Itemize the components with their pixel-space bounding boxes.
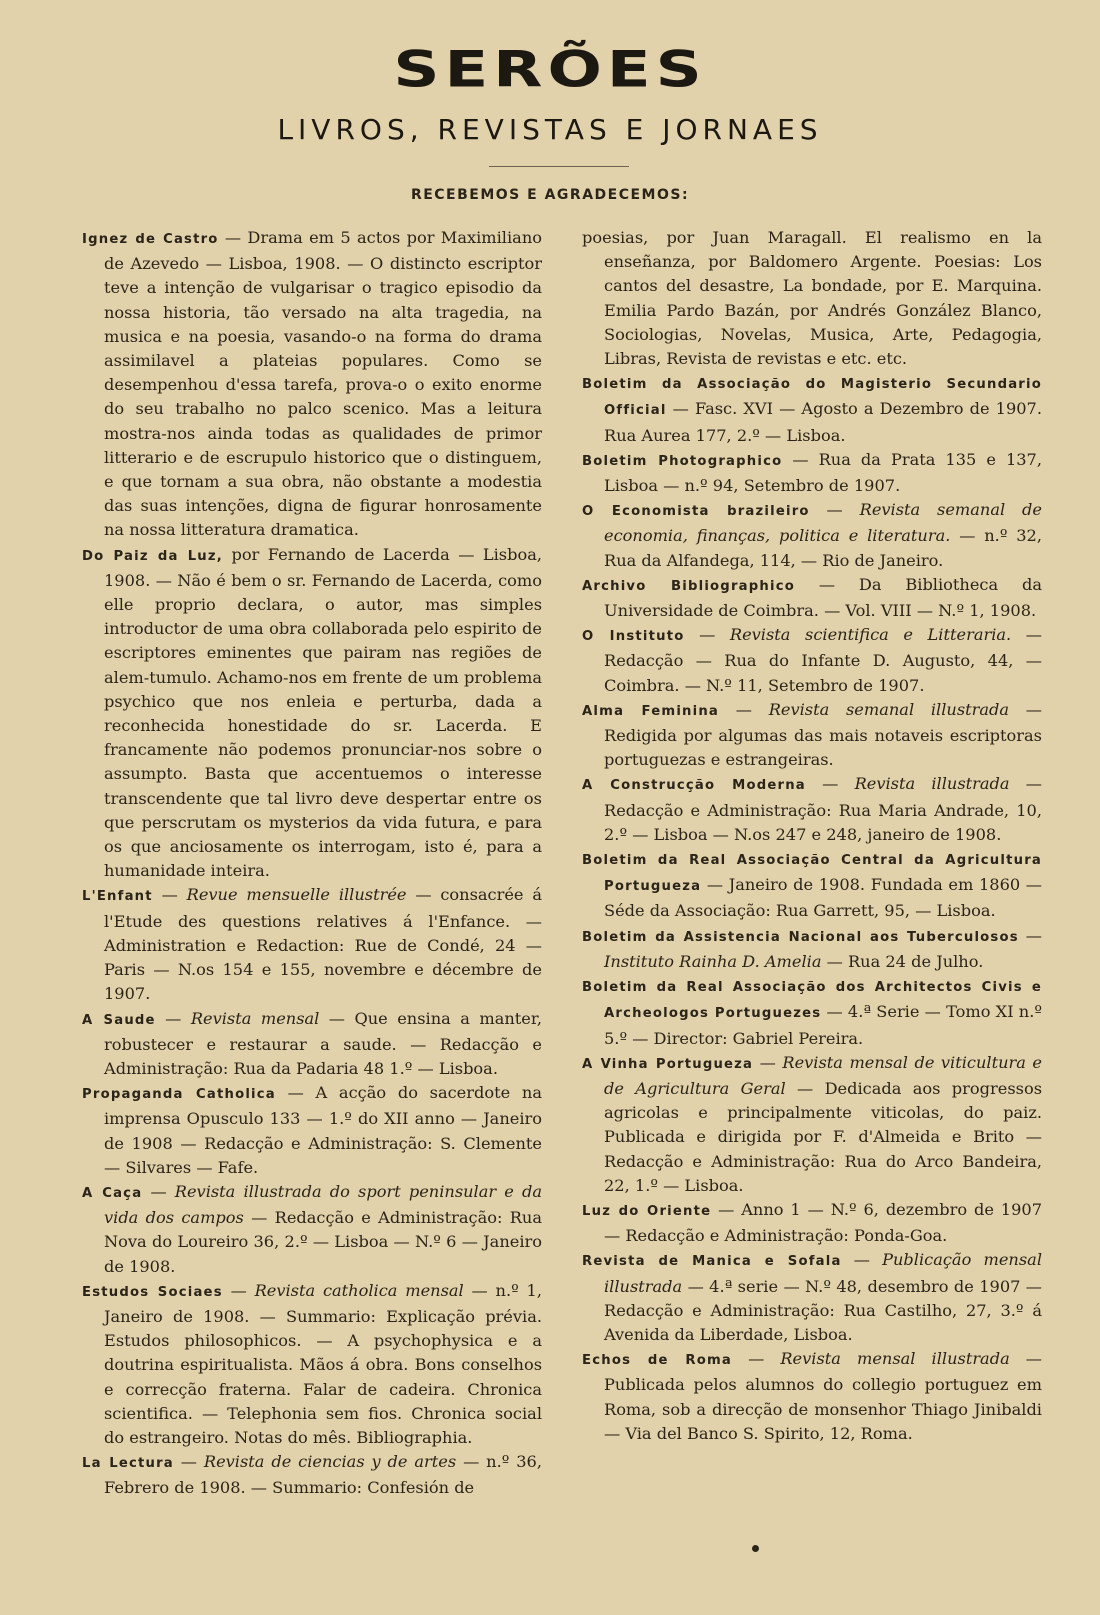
entry-title: Luz do Oriente xyxy=(582,1203,712,1219)
entry-title: O Economista brazileiro xyxy=(582,504,810,520)
entry-details: — Redacção e Administração: Rua Nova do Loureiro 36, 2.º — Lisboa — N.º 6 — Janeiro de 1908. xyxy=(104,1208,542,1276)
entry-description: Revista illustrada do sport peninsular e da vida dos campos xyxy=(104,1181,542,1228)
entry-description: Revista mensal xyxy=(190,1008,320,1028)
review-entry xyxy=(582,698,1042,773)
entry-text: — xyxy=(155,1008,191,1028)
end-ornament-dot xyxy=(752,1545,759,1552)
entry-details: — Redigida por algumas das mais notaveis escriptoras portuguezas e estrangeiras. xyxy=(604,699,1042,770)
entry-title: Estudos Sociaes xyxy=(82,1284,223,1300)
entry-text: — xyxy=(732,1349,781,1369)
entry-details: — Redacção e Administração: Rua Maria Andrade, 10, 2.º — Lisboa — N.os 247 e 248, janeiro de 1908. xyxy=(604,774,1042,844)
review-entry xyxy=(582,1198,1042,1248)
entry-text: — xyxy=(719,699,769,719)
entry-title: A Caça xyxy=(82,1185,143,1201)
entry-description: Revista semanal illustrada xyxy=(768,699,1010,719)
entry-details: — Rua 24 de Julho. xyxy=(821,951,984,971)
entry-title: O Instituto xyxy=(582,629,685,645)
review-entry xyxy=(582,772,1042,847)
entry-text: — xyxy=(152,885,187,905)
entry-title: Boletim da Real Associação Central da Agricultura Portugueza xyxy=(582,853,1042,895)
review-entry xyxy=(582,1051,1042,1198)
entry-description: Revista mensal de viticultura e de Agricultura Geral xyxy=(604,1052,1042,1098)
review-entry-continued xyxy=(582,226,1042,371)
entry-title: Propaganda Catholica xyxy=(82,1087,276,1103)
entry-details: — Que ensina a manter, robustecer e restaurar a saude. — Redacção e Administração: Rua da Padaria 48 1.º — Lisboa. xyxy=(104,1008,542,1078)
review-entry xyxy=(82,1279,542,1450)
entry-title: A Construcção Moderna xyxy=(582,778,806,794)
entry-details: — Redacção — Rua do Infante D. Augusto, 44, — Coimbra. — N.º 11, Setembro de 1907. xyxy=(604,625,1042,695)
entry-title: Boletim da Assistencia Nacional aos Tuberculosos xyxy=(582,929,1019,945)
entry-text: — xyxy=(753,1052,783,1072)
entry-description: Revue mensuelle illustrée xyxy=(186,885,407,905)
entry-text: — xyxy=(684,625,730,645)
entry-details: — 4.ª serie — N.º 48, desembro de 1907 — Redacção e Administração: Rua Castilho, 27, 3.º á Avenida da Liberdade, Lisboa. xyxy=(604,1276,1042,1344)
masthead-title: SERÕES xyxy=(393,41,707,99)
section-heading: RECEBEMOS E AGRADECEMOS: xyxy=(410,187,690,203)
review-entry xyxy=(82,1081,542,1180)
entry-description: Revista catholica mensal xyxy=(254,1280,464,1300)
entry-title: Boletim da Associação do Magisterio Secundario Official xyxy=(582,377,1042,419)
entry-text: — Rua da Prata 135 e 137, Lisboa — n.º 94, Setembro de 1907. xyxy=(604,449,1042,496)
entry-description: Revista scientifica e Litteraria. xyxy=(729,625,1012,645)
review-entry xyxy=(582,498,1042,573)
entry-description: Revista semanal de economia, finanças, politica e literatura. xyxy=(604,500,1042,546)
review-entry xyxy=(82,1180,542,1279)
left-column xyxy=(82,226,542,1501)
entry-text: — xyxy=(222,1280,255,1300)
entry-text: — A acção do sacerdote na imprensa Opusculo 133 — 1.º do XII anno — Janeiro de 1908 — Redacção e Administração: S. Clemente — Silvares — Fafe. xyxy=(104,1083,542,1177)
entry-description: Publicação mensal illustrada xyxy=(604,1250,1042,1296)
review-entry xyxy=(582,1248,1042,1347)
review-entry xyxy=(82,883,542,1006)
masthead-subtitle: LIVROS, REVISTAS E JORNAES xyxy=(277,113,823,146)
entry-text: — xyxy=(1018,925,1042,945)
entry-text: — xyxy=(142,1181,175,1201)
entry-description: Instituto Rainha D. Amelia xyxy=(604,951,822,971)
entry-details: — n.º 1, Janeiro de 1908. — Summario: Explicação prévia. Estudos philosophicos. — A psychophysica e a doutrina espiritualista. Mãos á obra. Bons conselhos e correcção fraterna. Falar de cadeira. Chronica scientifica. — Telephonia sem fios. Chronica social do estrangeiro. Notas do mês. Bibliographia. xyxy=(104,1280,542,1447)
entry-title: A Saude xyxy=(82,1012,156,1028)
entry-details: — consacrée á l'Etude des questions relatives á l'Enfance. — Administration e Redaction: Rue de Condé, 24 — Paris — N.os 154 e 155, novembre e décembre de 1907. xyxy=(104,885,542,1004)
entry-title: Ignez de Castro xyxy=(82,232,219,247)
review-entry xyxy=(582,847,1042,924)
entry-title: L'Enfant xyxy=(82,889,153,905)
entry-text: — Fasc. XVI — Agosto a Dezembro de 1907. Rua Aurea 177, 2.º — Lisboa. xyxy=(604,399,1042,445)
review-entry xyxy=(82,226,542,543)
review-entry xyxy=(582,924,1042,974)
review-entry xyxy=(82,1450,542,1500)
review-entry xyxy=(582,1347,1042,1446)
entry-title: Revista de Manica e Sofala xyxy=(582,1254,842,1270)
entry-details: — n.º 36, Febrero de 1908. — Summario: Confesión de xyxy=(104,1452,542,1498)
right-column xyxy=(582,226,1042,1446)
entry-text: — 4.ª Serie — Tomo XI n.º 5.º — Director: Gabriel Pereira. xyxy=(604,1002,1042,1048)
entry-text: — Anno 1 — N.º 6, dezembro de 1907 — Redacção e Administração: Ponda-Goa. xyxy=(604,1199,1042,1246)
entry-text: — Da Bibliotheca da Universidade de Coimbra. — Vol. VIII — N.º 1, 1908. xyxy=(604,574,1042,621)
review-entry xyxy=(582,448,1042,498)
title-divider xyxy=(489,166,629,167)
entry-text: — Janeiro de 1908. Fundada em 1860 — Séde da Associação: Rua Garrett, 95, — Lisboa. xyxy=(604,875,1042,921)
entry-text: — xyxy=(809,500,860,520)
entry-text: — xyxy=(841,1250,883,1270)
review-entry xyxy=(582,573,1042,623)
review-entry xyxy=(82,543,542,884)
entry-title: Alma Feminina xyxy=(582,703,720,719)
review-entry xyxy=(582,623,1042,698)
entry-details: — Dedicada aos progressos agricolas e principalmente viticolas, do paiz. Publicada e dirigida por F. d'Almeida e Brito — Redacção e Administração: Rua do Arco Bandeira, 22, 1.º — Lisboa. xyxy=(604,1078,1043,1195)
entry-text: — xyxy=(805,774,855,794)
entry-details: — Publicada pelos alumnos do collegio portuguez em Roma, sob a direcção de monsenhor Thiago Jinibaldi — Via del Banco S. Spirito, 12, Roma. xyxy=(604,1349,1042,1443)
review-entry xyxy=(582,974,1042,1051)
entry-title: Archivo Bibliographico xyxy=(582,578,795,594)
entry-details: — n.º 32, Rua da Alfandega, 114, — Rio de Janeiro. xyxy=(604,526,1042,570)
entry-title: A Vinha Portugueza xyxy=(582,1056,754,1072)
entry-text: — Drama em 5 actos por Maximiliano de Azevedo — Lisboa, 1908. — O distincto escriptor teve a intenção de vulgarisar o tragico episodio da nossa historia, tão versado na alta tragedia, na musica e na poesia, vasando-o na forma do drama assimilavel a plateias populares. Como se desempenhou d'essa tarefa, prova-o o exito enorme do seu trabalho no palco scenico. Mas a leitura mostra-nos ainda todas as qualidades de primor litterario e de escrupulo historico que o distinguem, e que tornam a sua obra, não obstante a modestia das suas intenções, digna de figurar honrosamente na nossa litteratura dramatica. xyxy=(104,228,542,540)
entry-title: Boletim da Real Associação dos Architectos Civis e Archeologos Portuguezes xyxy=(582,980,1042,1022)
entry-title: Boletim Photographico xyxy=(582,453,783,469)
entry-description: Revista mensal illustrada xyxy=(780,1349,1010,1369)
entry-title: Do Paiz da Luz, xyxy=(82,548,223,564)
entry-text: poesias, por Juan Maragall. El realismo en la enseñanza, por Baldomero Argente. Poesias: Los cantos del desastre, La bondade, por E. Marquina. Emilia Pardo Bazán, por Andrés González Blanco, Sociologias, Novelas, Musica, Arte, Pedagogia, Libras, Revista de revistas e etc. etc. xyxy=(582,228,1042,369)
entry-text: por Fernando de Lacerda — Lisboa, 1908. — Não é bem o sr. Fernando de Lacerda, como elle proprio declara, o autor, mas simples introductor de uma obra collaborada pelo espirito de escriptores eminentes que pairam nas regiões de alem-tumulo. Achamo-nos em frente de um problema psychico que nos enleia e perturba, dada a reconhecida honestidade do sr. Lacerda. E francamente não podemos pronunciar-nos sobre o assumpto. Basta que accentuemos o interesse transcendente que tal livro deve despertar entre os que perscrutam os mysterios da vida futura, e para os que anciosamente os interrogam, isto é, para a humanidade inteira. xyxy=(104,544,542,881)
entry-title: Echos de Roma xyxy=(582,1353,733,1369)
review-entry xyxy=(82,1007,542,1082)
entry-text: — xyxy=(173,1452,204,1472)
entry-description: Revista de ciencias y de artes xyxy=(203,1452,457,1472)
review-entry xyxy=(582,371,1042,448)
entry-title: La Lectura xyxy=(82,1456,174,1472)
entry-description: Revista illustrada xyxy=(854,774,1010,794)
